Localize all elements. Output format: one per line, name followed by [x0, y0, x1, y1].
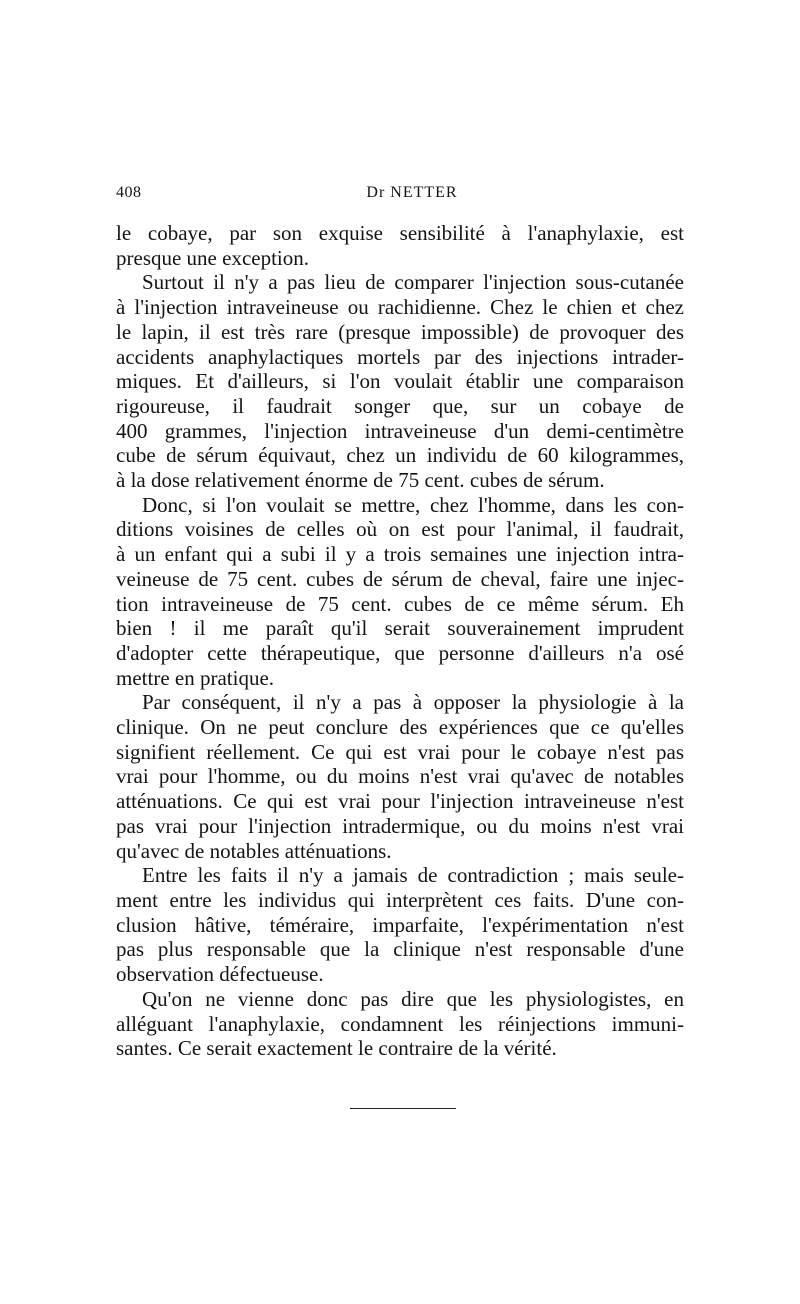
text-line: qu'avec de notables atténuations. — [116, 838, 392, 863]
paragraph — [116, 863, 684, 987]
text-line: presque une exception. — [116, 245, 310, 270]
text-line: à la dose relativement énorme de 75 cent. cubes de sérum. — [116, 468, 605, 493]
text-line: 400 grammes, l'injection intraveineuse d'un demi-centimètre — [116, 418, 684, 443]
text-line: alléguant l'anaphylaxie, condamnent les réinjections immuni- — [116, 1011, 684, 1036]
text-line: d'adopter cette thérapeutique, que personne d'ailleurs n'a osé — [116, 640, 684, 665]
running-head: Dr NETTER — [366, 184, 458, 201]
text-line: cube de sérum équivaut, chez un individu de 60 kilogrammes, — [116, 443, 684, 468]
paragraph — [116, 221, 684, 270]
text-line: bien ! il me paraît qu'il serait souverainement imprudent — [116, 616, 684, 641]
text-line: ment entre les individus qui interprètent ces faits. D'une con- — [116, 887, 684, 912]
text-line: le lapin, il est très rare (presque impossible) de provoquer des — [116, 319, 684, 344]
text-line: observation défectueuse. — [116, 962, 324, 987]
body-text — [116, 221, 684, 1061]
text-line: Surtout il n'y a pas lieu de comparer l'injection sous-cutanée — [142, 270, 684, 295]
page-number: 408 — [116, 184, 142, 201]
text-line: à un enfant qui a subi il y a trois semaines une injection intra- — [116, 542, 684, 567]
text-line: Entre les faits il n'y a jamais de contradiction ; mais seule- — [142, 863, 684, 888]
paragraph — [116, 493, 684, 691]
text-line: signifient réellement. Ce qui est vrai pour le cobaye n'est pas — [116, 739, 684, 764]
text-line: Qu'on ne vienne donc pas dire que les physiologistes, en — [142, 986, 684, 1011]
text-line: atténuations. Ce qui est vrai pour l'injection intraveineuse n'est — [116, 789, 684, 814]
text-line: rigoureuse, il faudrait songer que, sur un cobaye de — [116, 393, 684, 418]
page-header — [116, 184, 684, 208]
text-line: veineuse de 75 cent. cubes de sérum de cheval, faire une injec- — [116, 566, 684, 591]
text-line: santes. Ce serait exactement le contraire de la vérité. — [116, 1036, 557, 1061]
paragraph — [116, 690, 684, 863]
text-line: clinique. On ne peut conclure des expériences que ce qu'elles — [116, 715, 684, 740]
section-end-rule — [350, 1108, 456, 1109]
text-line: miques. Et d'ailleurs, si l'on voulait établir une comparaison — [116, 369, 684, 394]
text-line: tion intraveineuse de 75 cent. cubes de ce même sérum. Eh — [116, 591, 684, 616]
text-line: pas vrai pour l'injection intradermique, ou du moins n'est vrai — [116, 813, 684, 838]
text-line: à l'injection intraveineuse ou rachidienne. Chez le chien et chez — [116, 295, 684, 320]
paragraph — [116, 987, 684, 1061]
text-line: accidents anaphylactiques mortels par des injections intrader- — [116, 344, 684, 369]
text-line: pas plus responsable que la clinique n'est responsable d'une — [116, 937, 684, 962]
text-line: Donc, si l'on voulait se mettre, chez l'homme, dans les con- — [142, 492, 684, 517]
text-line: mettre en pratique. — [116, 665, 275, 690]
text-line: Par conséquent, il n'y a pas à opposer la physiologie à la — [142, 690, 684, 715]
text-line: vrai pour l'homme, ou du moins n'est vrai qu'avec de notables — [116, 764, 684, 789]
paragraph — [116, 270, 684, 492]
text-line: ditions voisines de celles où on est pour l'animal, il faudrait, — [116, 517, 684, 542]
text-line: clusion hâtive, téméraire, imparfaite, l'expérimentation n'est — [116, 912, 684, 937]
text-line: le cobaye, par son exquise sensibilité à l'anaphylaxie, est — [116, 221, 684, 245]
